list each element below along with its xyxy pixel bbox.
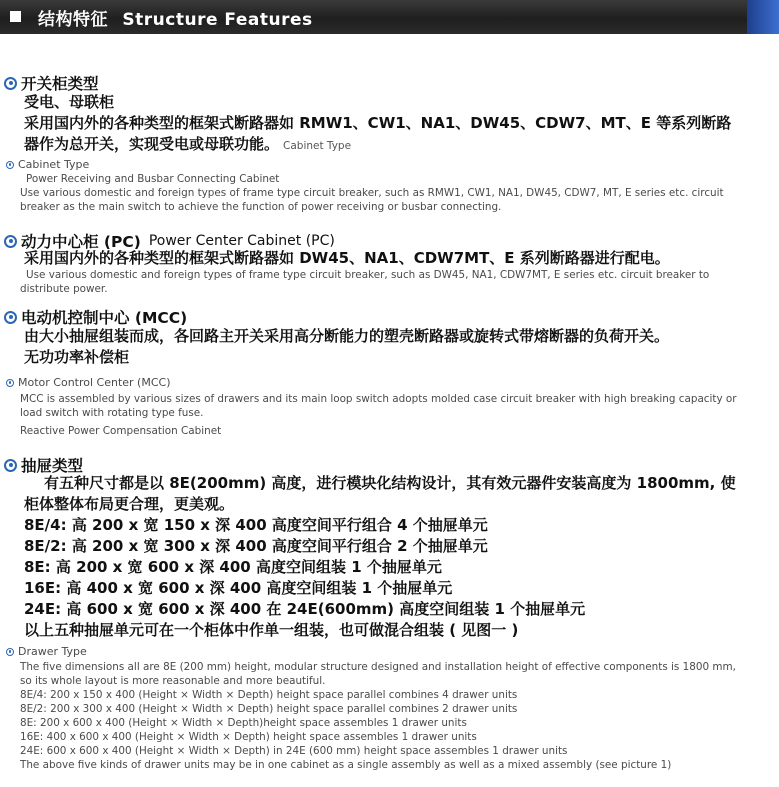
drawer-type-desc-1: 有五种尺寸都是以 8E(200mm) 高度，进行模块化结构设计，其有效元器件安装高度为 1800mm, 使 <box>44 474 736 492</box>
cabinet-type-en-heading: Cabinet Type <box>6 158 89 171</box>
drawer-en-line: 8E/2: 200 x 300 x 400 (Height × Width × Depth) height space parallel combines 2 drawer units <box>20 703 518 715</box>
section-title <box>38 5 313 30</box>
drawer-en-line: The above five kinds of drawer units may be in one cabinet as a single assembly as well as a mixed assembly (see picture 1) <box>20 759 672 771</box>
drawer-en-line: 16E: 400 x 600 x 400 (Height × Width × Depth) height space assembles 1 drawer units <box>20 731 477 743</box>
reactive-power-en: Reactive Power Compensation Cabinet <box>20 425 222 437</box>
cabinet-type-en-1: Power Receiving and Busbar Connecting Cabinet <box>26 173 280 185</box>
receiving-busbar-label: 受电、母联柜 <box>24 93 115 111</box>
drawer-en-line: 8E: 200 x 600 x 400 (Height × Width × Depth)height space assembles 1 drawer units <box>20 717 467 729</box>
drawer-type-heading: 抽屉类型 <box>4 454 83 476</box>
circle-bullet-icon <box>4 459 17 472</box>
circle-bullet-icon <box>4 77 17 90</box>
drawer-en-line: 8E/4: 200 x 150 x 400 (Height × Width × Depth) height space parallel combines 4 drawer units <box>20 689 518 701</box>
drawer-item: 16E: 高 400 x 宽 600 x 深 400 高度空间组装 1 个抽屉单元 <box>24 579 453 597</box>
cabinet-type-heading: 开关柜类型 <box>4 72 99 94</box>
mcc-desc: 由大小抽屉组装而成，各回路主开关采用高分断能力的塑壳断路器或旋转式带熔断器的负荷开关。 <box>24 327 670 345</box>
drawer-type-en-heading: Drawer Type <box>6 645 87 658</box>
mcc-section <box>4 306 187 328</box>
square-bullet-icon <box>10 11 21 22</box>
drawer-type-summary: 以上五种抽屉单元可在一个柜体中作单一组装，也可做混合组装 ( 见图一 ) <box>24 621 519 639</box>
cabinet-type-en-3: breaker as the main switch to achieve the function of power receiving or busbar connecting. <box>20 201 502 213</box>
title-cn: 结构特征 <box>38 10 108 30</box>
header-accent-bar <box>747 0 779 34</box>
cabinet-type-inline-en: Cabinet Type <box>283 140 352 152</box>
reactive-power-label: 无功功率补偿柜 <box>24 348 130 366</box>
mcc-heading: 电动机控制中心 (MCC) <box>4 306 187 328</box>
circle-bullet-icon <box>6 648 14 656</box>
drawer-en-line: 24E: 600 x 600 x 400 (Height × Width × Depth) in 24E (600 mm) height space assembles 1 drawer units <box>20 745 568 757</box>
circle-bullet-icon <box>6 161 14 169</box>
power-center-en-1: Use various domestic and foreign types of frame type circuit breaker, such as DW45, NA1, CDW7MT, E series etc. circuit breaker to <box>26 269 710 281</box>
mcc-en-heading: Motor Control Center (MCC) <box>6 376 171 389</box>
cabinet-type-en-2: Use various domestic and foreign types of frame type circuit breaker, such as RMW1, CW1, NA1, DW45, CDW7, MT, E series etc. circuit <box>20 187 724 199</box>
cabinet-type-desc-1: 采用国内外的各种类型的框架式断路器如 RMW1、CW1、NA1、DW45、CDW7、MT、E 等系列断路 <box>24 114 732 132</box>
mcc-en-1: MCC is assembled by various sizes of drawers and its main loop switch adopts molded case circuit breaker with high breaking capacity or <box>20 393 737 405</box>
power-center-heading: 动力中心柜 (PC) Power Center Cabinet (PC) <box>4 230 335 252</box>
circle-bullet-icon <box>6 379 14 387</box>
title-en: Structure Features <box>122 10 313 30</box>
drawer-item: 24E: 高 600 x 宽 600 x 深 400 在 24E(600mm) 高度空间组装 1 个抽屉单元 <box>24 600 586 618</box>
drawer-type-desc-2: 柜体整体布局更合理，更美观。 <box>24 495 235 513</box>
circle-bullet-icon <box>4 235 17 248</box>
cabinet-type-section <box>4 72 99 94</box>
power-center-en-2: distribute power. <box>20 283 108 295</box>
circle-bullet-icon <box>4 311 17 324</box>
power-center-desc: 采用国内外的各种类型的框架式断路器如 DW45、NA1、CDW7MT、E 系列断路器进行配电。 <box>24 249 670 267</box>
drawer-item: 8E/4: 高 200 x 宽 150 x 深 400 高度空间平行组合 4 个抽屉单元 <box>24 516 488 534</box>
drawer-en-line: The five dimensions all are 8E (200 mm) height, modular structure designed and installation height of effective components is 1800 mm, <box>20 661 736 673</box>
drawer-en-line: so its whole layout is more reasonable and more beautiful. <box>20 675 326 687</box>
drawer-item: 8E: 高 200 x 宽 600 x 深 400 高度空间组装 1 个抽屉单元 <box>24 558 442 576</box>
cabinet-type-desc-2 <box>24 134 351 157</box>
drawer-item: 8E/2: 高 200 x 宽 300 x 深 400 高度空间平行组合 2 个抽屉单元 <box>24 537 488 555</box>
mcc-en-2: load switch with rotating type fuse. <box>20 407 204 419</box>
cabinet-type-desc-2-cn: 器作为总开关，实现受电或母联功能。 <box>24 135 280 153</box>
section-header <box>0 0 779 34</box>
